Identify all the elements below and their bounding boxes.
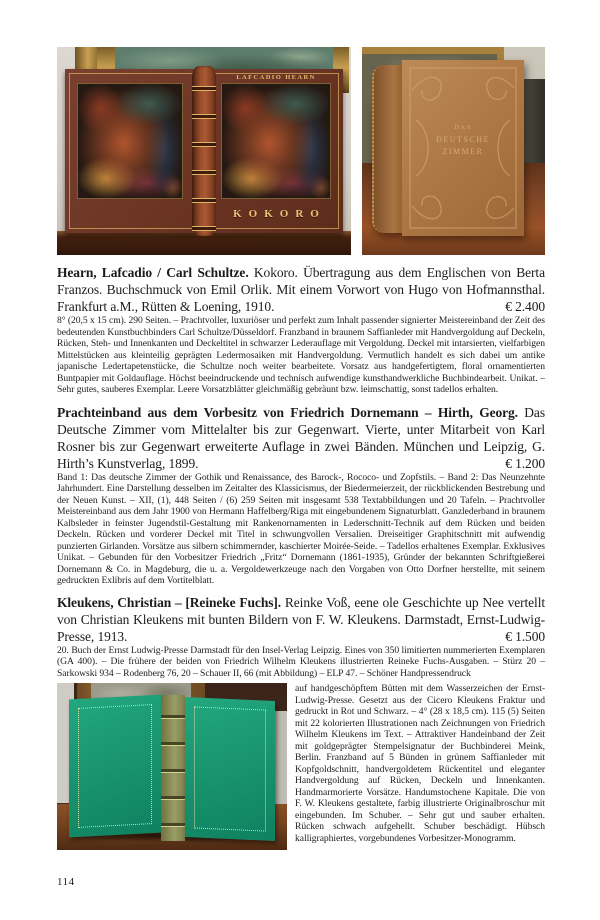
- entry-heading: [57, 264, 545, 315]
- entry-description-wrap: auf handgeschöpftem Bütten mit dem Wasserzeichen der Ernst-Ludwig-Presse. Gesetzt aus der Cicero Kleukens Fraktur und gedruckt in Rot und Schwarz. – 4° (28 x 18,5 cm). 115 (5) Seiten mit 22 kolorierten Illustrationen nach Zeichnungen von Friedrich Wilhelm Kleukens im Text. – Attraktiver Handeinband der Zeit mit goldgeprägter Stempelsignatur der Buchbinderei Meink, Berlin. Franzband auf 5 Bünden in grünem Saffianleder mit Kopfgoldschnitt, handvergoldetem Rückentitel und eleganter Handvergoldung auf Rücken, Deckeln und Innenkanten. Handmarmorierte Vorsätze. Handumstochene Kapitale. Die von F. W. Kleukens gestaltete, farbig illustrierte Originalbroschur mit eingebunden. Im Schuber. – Sehr gut und sauber erhalten. Rücken schwach aufgehellt. Schuber beschädigt. Hübsch kalligraphiertes, vorgebundenes Vorbesitzer-Monogramm.: [295, 683, 545, 844]
- kleukens-photo-text-row: [57, 683, 545, 850]
- kokoro-binding-photo: [57, 47, 351, 255]
- entry-description: Band 1: Das deutsche Zimmer der Gothik und Renaissance, des Barock-, Rococo- und Zopfstils. – Band 2: Das Neunzehnte Jahrhundert. Eine Darstellung desselben im Zeitalter des Klassicismus, der Biedermeierzeit, der rückblickenden Bestrebung und der Neuen Kunst. – XII, (1), 448 Seiten / (6) 259 Seiten mit insgesamt 538 Textabbildungen und 20 Tafeln. – Prachtvoller Meistereinband aus dem Jahr 1900 von Hermann Haffelberg/Riga mit eingebundenem Signaturblatt. Ganzlederband in braunem Kalbsleder in feinster Jugendstil-Gestaltung mit Rankenornamenten in Lederschnitt-Technik auf dem Rücken und beiden Deckeln. Rücken und vorderer Deckel mit Titel in schwungvollen Versalien. Dreiseitiger Graphitschnitt mit aufwendig punzierten Girlanden. Vorsätze aus silbern schimmernder, kaschierter Moirée-Seide. – Tadellos erhaltenes Exemplar. Exklusives Unikat. – Gebunden für den Vorbesitzer Friedrich „Fritz“ Dornemann (1861-1935), Gründer der bekannten Schriftgießerei Dornemann & Co. in Magdeburg, die u. a. Vergoldewerkzeuge nach den Vorgaben von Otto Dorfner herstellte, mit seinem gedruckten Exlibris auf dem Vortitelblatt.: [57, 471, 545, 586]
- photo-row: [57, 47, 545, 255]
- book-back-cover: [69, 695, 161, 838]
- entry-heading: [57, 404, 545, 472]
- entry-author: Kleukens, Christian – [Reineke Fuchs].: [57, 594, 282, 610]
- entry-title: Kokoro. Übertragung aus dem Englischen von Berta Franzos. Buchschmuck von Emil Orlik. Mit einem Vorwort von Hugo von Hofmannsthal. Frankfurt a.M., Rütten & Loening, 1910.: [57, 265, 545, 314]
- book-spine: [161, 695, 185, 841]
- entry-description-intro: 20. Buch der Ernst Ludwig-Presse Darmstadt für den Insel-Verlag Leipzig. Eines von 350 limitierten nummerierten Exemplaren (GA 400). – Die frühere der beiden von Friedrich Wilhelm Kleukens illustrierten Reineke Fuchs-Ausgaben. – Stürz 20 – Sarkowski 934 – Rodenberg 76, 20 – Schauer II, 66 (mit Abbildung) – ELP 47. – Schöner Handpressendruck: [57, 644, 545, 679]
- reineke-binding-photo: [57, 683, 287, 850]
- catalog-entry-hirth: [57, 404, 545, 587]
- catalog-entry-kleukens: [57, 594, 545, 851]
- gold-dotted-border: [78, 704, 152, 828]
- catalog-entry-hearn: [57, 264, 545, 396]
- book-front-cover: [402, 60, 524, 236]
- entry-price: € 1.200: [499, 455, 545, 472]
- book-spine: [192, 66, 216, 236]
- entry-price: € 2.400: [499, 298, 545, 315]
- entry-description: 8° (20,5 x 15 cm). 290 Seiten. – Prachtvoller, luxuriöser und perfekt zum Inhalt passender signierter Meistereinband der Zeit des bedeutenden Kunstbuchbinders Carl Schultze/Düsseldorf. Franzband in braunem Saffianleder mit Handvergoldung auf Deckeln, Rücken, Steh- und Innenkanten und Deckeltitel in schwarzer Lederauflage mit Vergoldung. Deckel mit intarsierten, vielfarbigen Mittelstücken aus kleinteilig geprägten Ledermosaiken mit Handvergoldung. Vermutlich handelt es sich dabei um antike japanische Ledertapetenstücke, die Schultze noch weiter bearbeitete. Vorsatz aus handgefertigtem, floral ornamentierten Buntpapier mit Goldauflage. Höchst beeindruckende und technisch aufwendige kunsthandwerkliche Buchbindearbeit. Unikat. – Sehr gutes, sauberes Exemplar. Leere Vorsatzblätter gleichmäßig gebräunt bzw. leimschattig, sonst tadellos erhalten.: [57, 315, 545, 395]
- page-content: [57, 47, 545, 850]
- standing-book: [372, 60, 524, 236]
- cover-title-label: KOKORO: [233, 208, 326, 220]
- leather-mosaic-panel: [77, 83, 183, 199]
- entry-heading: [57, 594, 545, 645]
- cover-author-label: LAFCADIO HEARN: [236, 74, 316, 81]
- kokoro-open-binding: [65, 69, 343, 233]
- book-front-cover: [185, 697, 275, 841]
- entry-author: Hearn, Lafcadio / Carl Schultze.: [57, 265, 249, 280]
- deutsche-zimmer-binding-photo: [362, 47, 545, 255]
- entry-author: Prachteinband aus dem Vorbesitz von Friedrich Dornemann – Hirth, Georg.: [57, 404, 518, 420]
- entry-price: € 1.500: [499, 628, 545, 645]
- entry-title: Das Deutsche Zimmer vom Mittelalter bis zur Gegenwart. Vierte, unter Mitarbeit von Karl Rosner bis zur Gegenwart erweiterte Auflage in zwei Bänden. München und Leipzig, G. Hirth’s Kunstverlag, 1899.: [57, 404, 545, 471]
- book-spine: [372, 65, 402, 233]
- cover-title-label: DAS DEUTSCHE ZIMMER: [436, 124, 490, 156]
- leather-mosaic-panel: [221, 83, 331, 199]
- page-number: 114: [57, 876, 75, 888]
- gold-dotted-border: [194, 706, 266, 831]
- entry-title: Reinke Voß, eene ole Geschichte up Nee vertellt von Christian Kleukens mit bunten Bildern von F. W. Kleukens. Darmstadt, Ernst-Ludwig-Presse, 1913.: [57, 594, 545, 644]
